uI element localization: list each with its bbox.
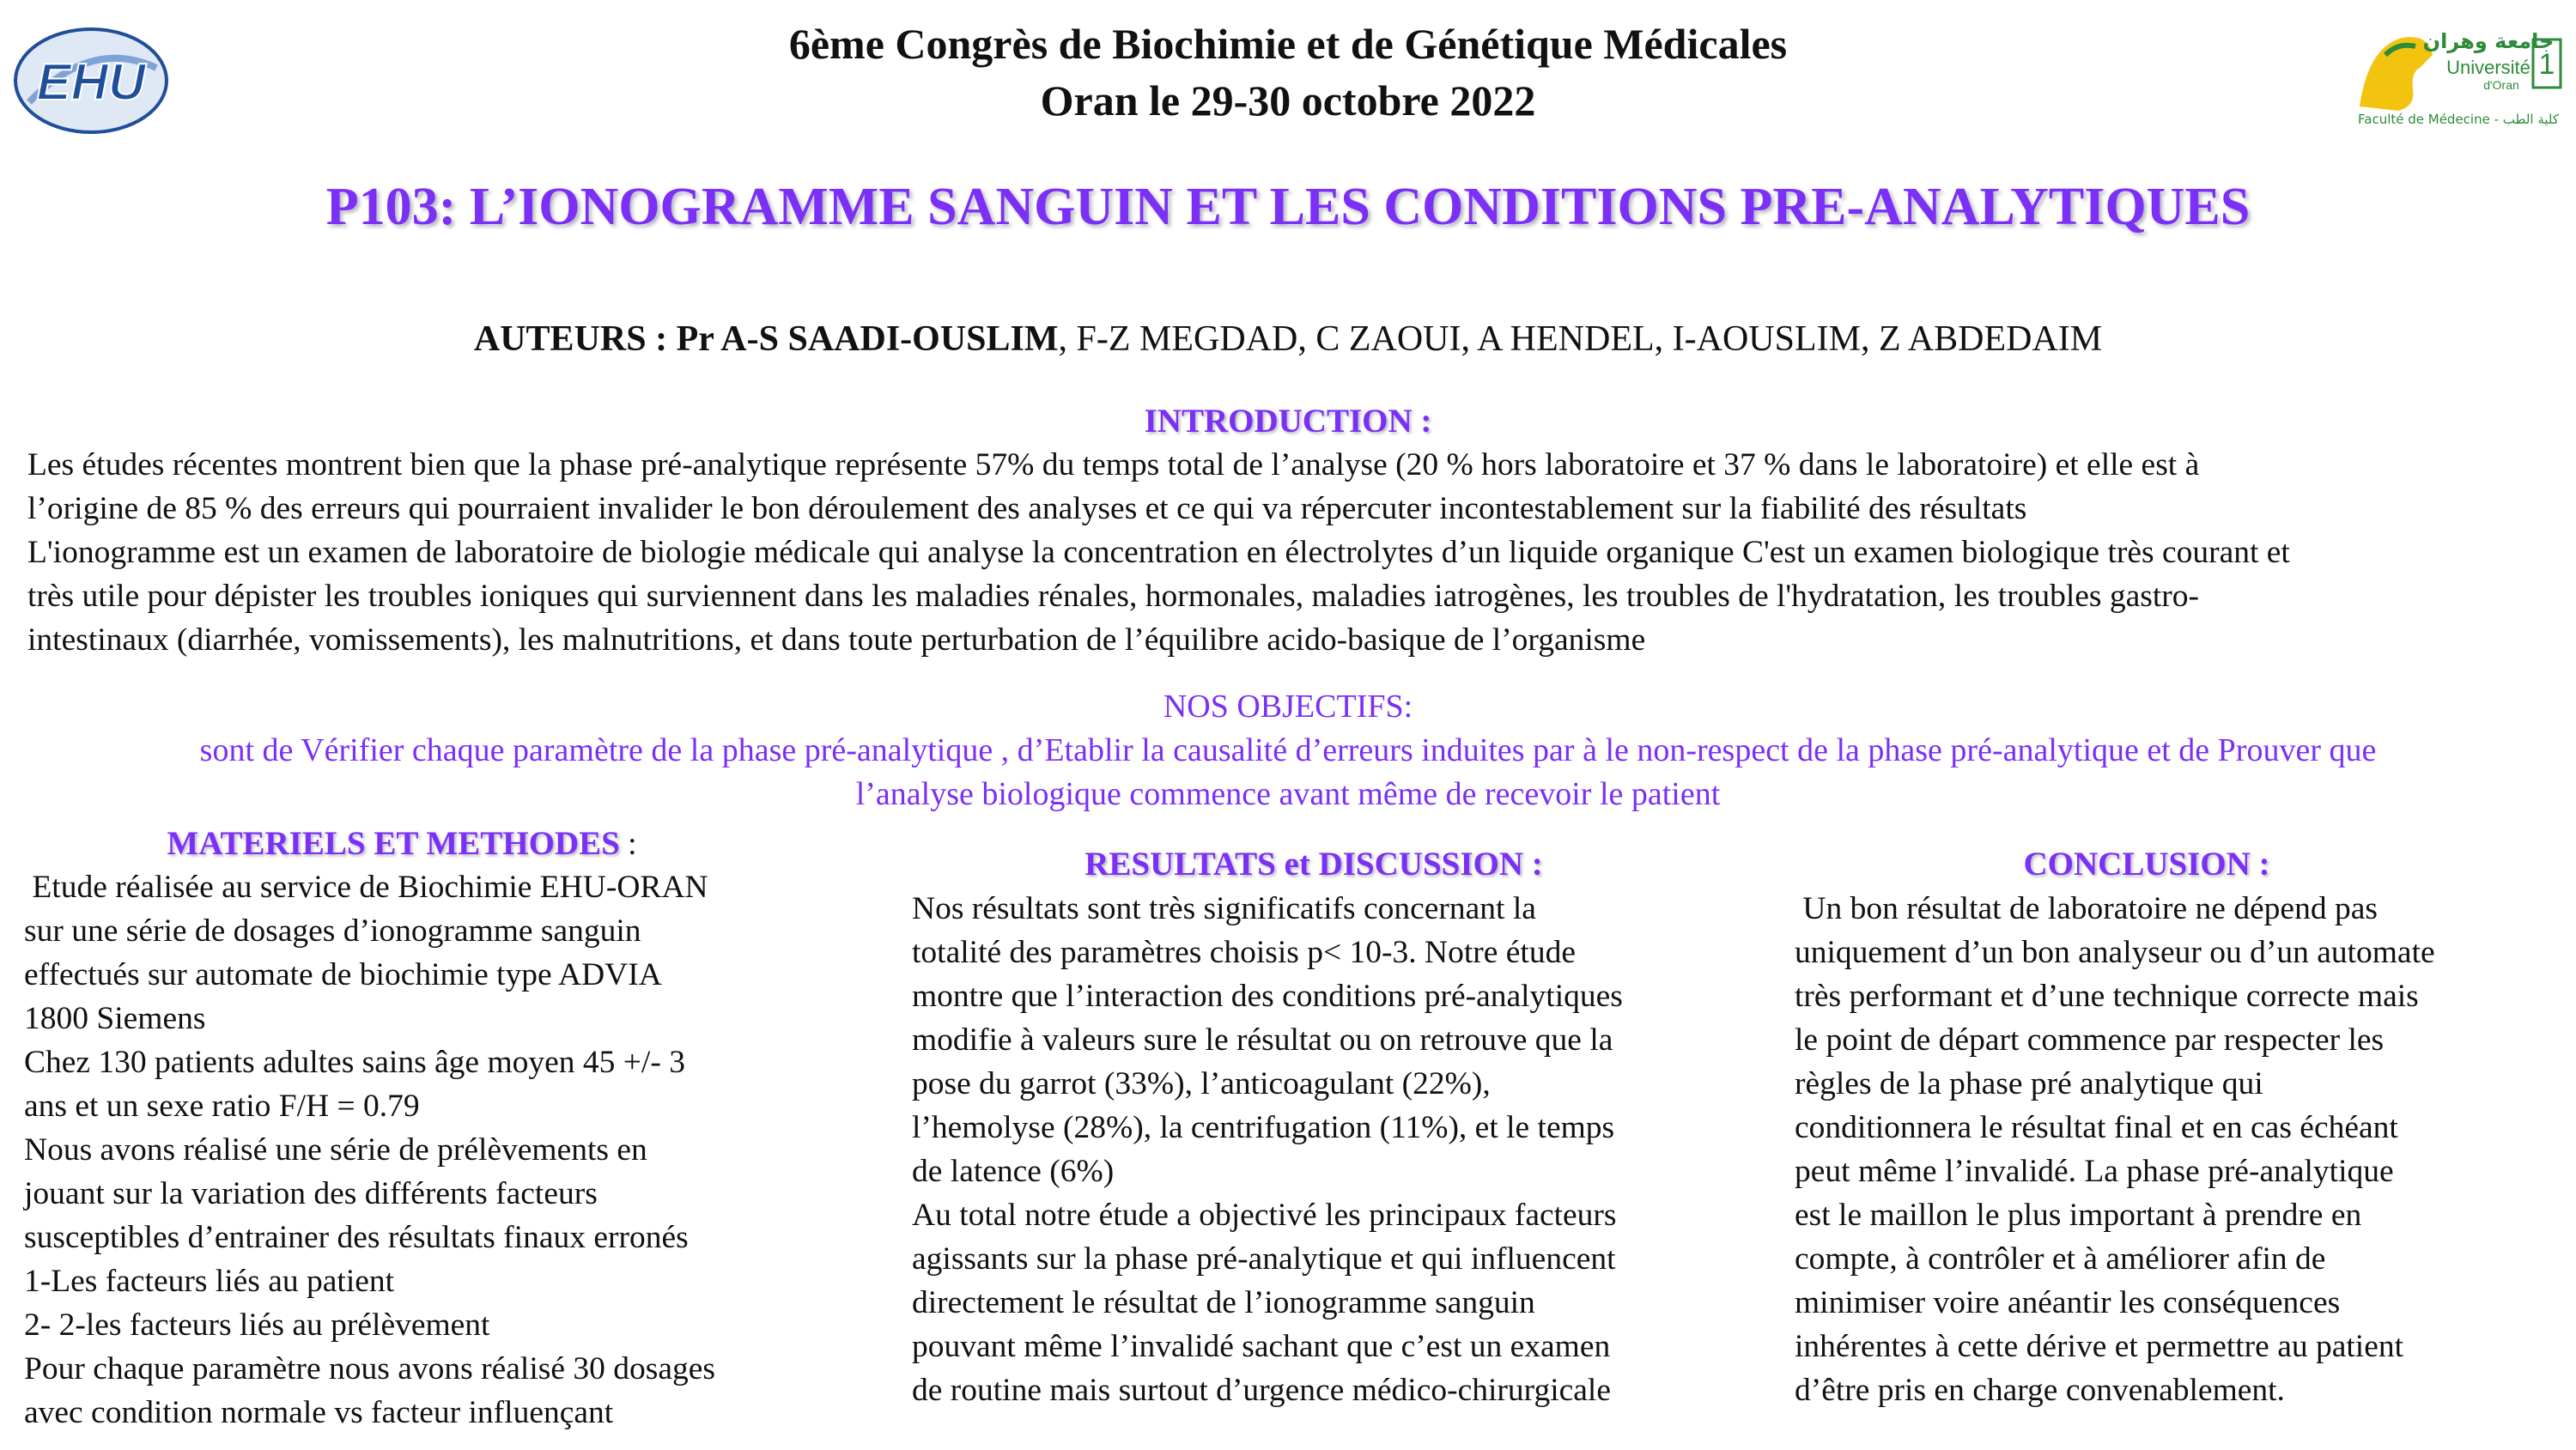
conclusion-line: peut même l’invalidé. La phase pré-analytique: [1795, 1154, 2394, 1189]
conclusion-line: minimiser voire anéantir les conséquences: [1795, 1285, 2341, 1320]
authors-rest: , F-Z MEGDAD, C ZAOUI, A HENDEL, I-AOUSLIM, Z ABDEDAIM: [1058, 319, 2103, 359]
univ-arabic-name: جامعة وهران: [2422, 29, 2555, 53]
resultats-line: agissants sur la phase pré-analytique et qui influencent: [912, 1241, 1616, 1277]
materiels-line: sur une série de dosages d’ionogramme sanguin: [24, 913, 641, 949]
resultats-line: Nos résultats sont très significatifs concernant la: [912, 891, 1536, 926]
conclusion-line: compte, à contrôler et à améliorer afin de: [1795, 1241, 2326, 1277]
authors: [0, 318, 2576, 361]
conclusion-line: très performant et d’une technique correcte mais: [1795, 979, 2419, 1014]
resultats-line: totalité des paramètres choisis p< 10-3. Notre étude: [912, 935, 1576, 970]
authors-lead: Pr A-S SAADI-OUSLIM: [676, 319, 1059, 359]
materiels-line: 1-Les facteurs liés au patient: [24, 1264, 395, 1299]
introduction-line: très utile pour dépister les troubles ioniques qui surviennent dans les maladies rénales, hormonales, maladies iatrogènes, les troubles de l'hydratation, les troubles gastro-: [27, 579, 2200, 614]
materiels-line: Etude réalisée au service de Biochimie EHU-ORAN: [24, 870, 708, 905]
resultats-line: pouvant même l’invalidé sachant que c’est un examen: [912, 1329, 1611, 1364]
conclusion-line: règles de la phase pré analytique qui: [1795, 1066, 2263, 1101]
congress-title: 6ème Congrès de Biochimie et de Génétique Médicales: [788, 20, 1788, 68]
resultats-line: directement le résultat de l’ionogramme sanguin: [912, 1285, 1535, 1320]
conclusion-heading: CONCLUSION :: [2023, 846, 2270, 883]
conclusion-line: conditionnera le résultat final et en cas échéant: [1795, 1110, 2398, 1145]
univ-number: 1: [2538, 48, 2555, 81]
materiels-line: jouant sur la variation des différents facteurs: [24, 1176, 598, 1211]
resultats-line: l’hemolyse (28%), la centrifugation (11%), et le temps: [912, 1110, 1615, 1145]
introduction-line: l’origine de 85 % des erreurs qui pourraient invalider le bon déroulement des analyses et ce qui va répercuter incontestablement sur la fiabilité des résultats: [27, 491, 2027, 526]
resultats-line: modifie à valeurs sure le résultat ou on retrouve que la: [912, 1022, 1613, 1058]
objectifs-line: l’analyse biologique commence avant même de recevoir le patient: [855, 776, 1721, 812]
conclusion-line: inhérentes à cette dérive et permettre au patient: [1795, 1329, 2404, 1364]
materiels-heading-colon: :: [619, 827, 637, 862]
introduction-body: [27, 443, 2569, 662]
univ-name: Université: [2446, 57, 2530, 78]
materiels-heading-row: [24, 822, 780, 866]
resultats-line: de latence (6%): [912, 1154, 1115, 1189]
conclusion-body: [1795, 887, 2550, 1412]
materiels-line: Pour chaque paramètre nous avons réalisé 30 dosages: [24, 1351, 715, 1386]
authors-label: AUTEURS :: [473, 319, 668, 359]
univ-sub: d'Oran: [2483, 78, 2519, 92]
materiels-line: Nous avons réalisé une série de prélèvements en: [24, 1132, 647, 1168]
resultats-line: de routine mais surtout d’urgence médico-chirurgicale: [912, 1373, 1611, 1408]
materiels-line: 2- 2-les facteurs liés au prélèvement: [24, 1307, 490, 1343]
ehu-logo-text: EHU: [36, 53, 146, 111]
materiels-line: effectués sur automate de biochimie type ADVIA: [24, 957, 662, 992]
conclusion-line: le point de départ commence par respecter les: [1795, 1022, 2385, 1058]
objectifs-line: sont de Vérifier chaque paramètre de la phase pré-analytique , d’Etablir la causalité d’erreurs induites par à le non-respect de la phase pré-analytique et de Prouver que: [199, 732, 2377, 768]
resultats-line: pose du garrot (33%), l’anticoagulant (22%),: [912, 1066, 1491, 1101]
introduction-line: Les études récentes montrent bien que la phase pré-analytique représente 57% du temps total de l’analyse (20 % hors laboratoire et 37 % dans le laboratoire) et elle est à: [27, 447, 2200, 482]
conclusion-line: uniquement d’un bon analyseur ou d’un automate: [1795, 935, 2435, 970]
resultats-line: Au total notre étude a objectivé les principaux facteurs: [912, 1198, 1617, 1233]
objectifs-heading: NOS OBJECTIFS:: [1163, 689, 1413, 725]
congress-date: Oran le 29-30 octobre 2022: [1040, 76, 1536, 124]
materiels-line: ans et un sexe ratio F/H = 0.79: [24, 1089, 420, 1124]
introduction-line: intestinaux (diarrhée, vomissements), les malnutritions, et dans toute perturbation de l’équilibre acido-basique de l’organisme: [27, 622, 1646, 658]
materiels-line: 1800 Siemens: [24, 1001, 206, 1036]
poster-title: P103: L’IONOGRAMME SANGUIN ET LES CONDITIONS PRE-ANALYTIQUES: [325, 178, 2251, 236]
resultats-heading: RESULTATS et DISCUSSION :: [1084, 846, 1543, 883]
introduction-heading: INTRODUCTION :: [1144, 403, 1432, 440]
conclusion-line: d’être pris en charge convenablement.: [1795, 1373, 2285, 1408]
resultats-body: [912, 887, 1728, 1412]
conclusion-line: est le maillon le plus important à prendre en: [1795, 1198, 2362, 1233]
materiels-body: [24, 865, 797, 1435]
materiels-heading: MATERIELS ET METHODES: [167, 825, 620, 862]
materiels-line: susceptibles d’entrainer des résultats finaux erronés: [24, 1220, 689, 1255]
conclusion-line: Un bon résultat de laboratoire ne dépend pas: [1795, 891, 2378, 926]
introduction-line: L'ionogramme est un examen de laboratoire de biologie médicale qui analyse la concentration en électrolytes d’un liquide organique C'est un examen biologique très courant et: [27, 535, 2290, 570]
objectifs-body: [52, 729, 2524, 816]
resultats-line: montre que l’interaction des conditions pré-analytiques: [912, 979, 1623, 1014]
univ-faculty: Faculté de Médecine - كلية الطب: [2358, 112, 2559, 127]
materiels-line: avec condition normale vs facteur influençant: [24, 1395, 614, 1430]
materiels-line: Chez 130 patients adultes sains âge moyen 45 +/- 3: [24, 1045, 685, 1080]
